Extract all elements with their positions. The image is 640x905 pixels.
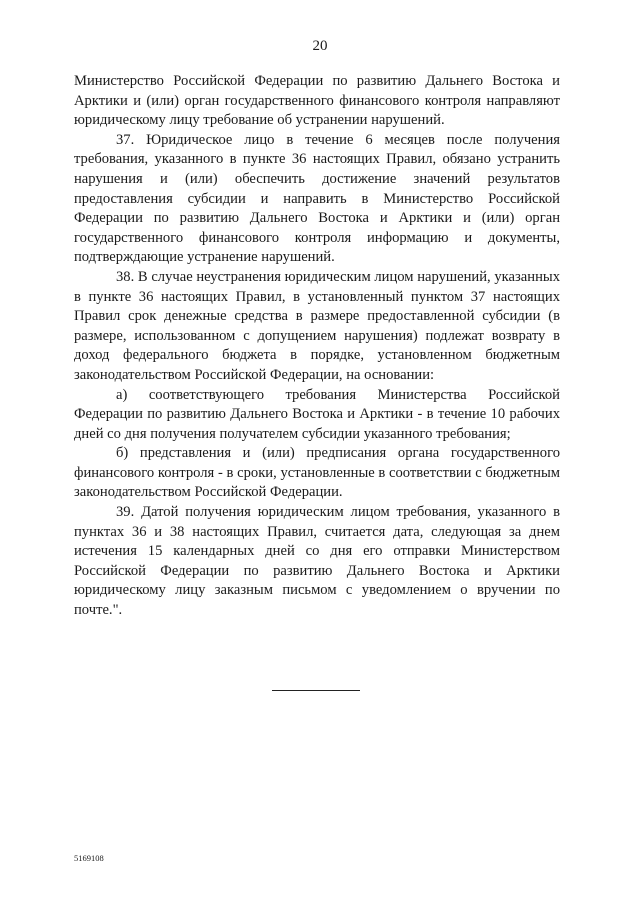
page-number: 20 <box>312 38 328 54</box>
paragraph-38-a: а) соответствующего требования Министерства Российской Федерации по развитию Дальнего Востока и Арктики - в течение 10 рабочих дней со дня получения получателем субсидии указанного требования; <box>74 386 560 442</box>
paragraph-38-b: б) представления и (или) предписания органа государственного финансового контроля - в сроки, установленные в соответствии с бюджетным законодательством Российской Федерации. <box>74 445 560 501</box>
paragraph-38: 38. В случае неустранения юридическим лицом нарушений, указанных в пункте 36 настоящих Правил, в установленный пунктом 37 настоящих Правил срок денежные средства в размере предоставленной субсидии (в размере, использованном с допущением нарушения) подлежат возврату в доход федерального бюджета в порядке, установленном бюджетным законодательством Российской Федерации, на основании: <box>74 268 560 383</box>
paragraph-37: 37. Юридическое лицо в течение 6 месяцев после получения требования, указанного в пункте 36 настоящих Правил, обязано устранить нарушения и (или) обеспечить достижение значений результатов предоставления субсидии и направить в Министерство Российской Федерации по развитию Дальнего Востока и Арктики и (или) орган государственного финансового контроля информацию и документы, подтверждающие устранение нарушений. <box>74 131 560 266</box>
end-divider <box>272 690 360 691</box>
paragraph-39: 39. Датой получения юридическим лицом требования, указанного в пунктах 36 и 38 настоящих Правил, считается дата, следующая за днем истечения 15 календарных дней со дня его отправки Министерством Российской Федерации по развитию Дальнего Востока и Арктики юридическому лицу заказным письмом с уведомлением о вручении по почте.". <box>74 504 560 619</box>
document-code: 5169108 <box>74 853 104 863</box>
document-body <box>74 72 560 621</box>
paragraph-continuation: Министерство Российской Федерации по развитию Дальнего Востока и Арктики и (или) орган государственного финансового контроля направляют юридическому лицу требование об устранении нарушений. <box>74 73 560 129</box>
